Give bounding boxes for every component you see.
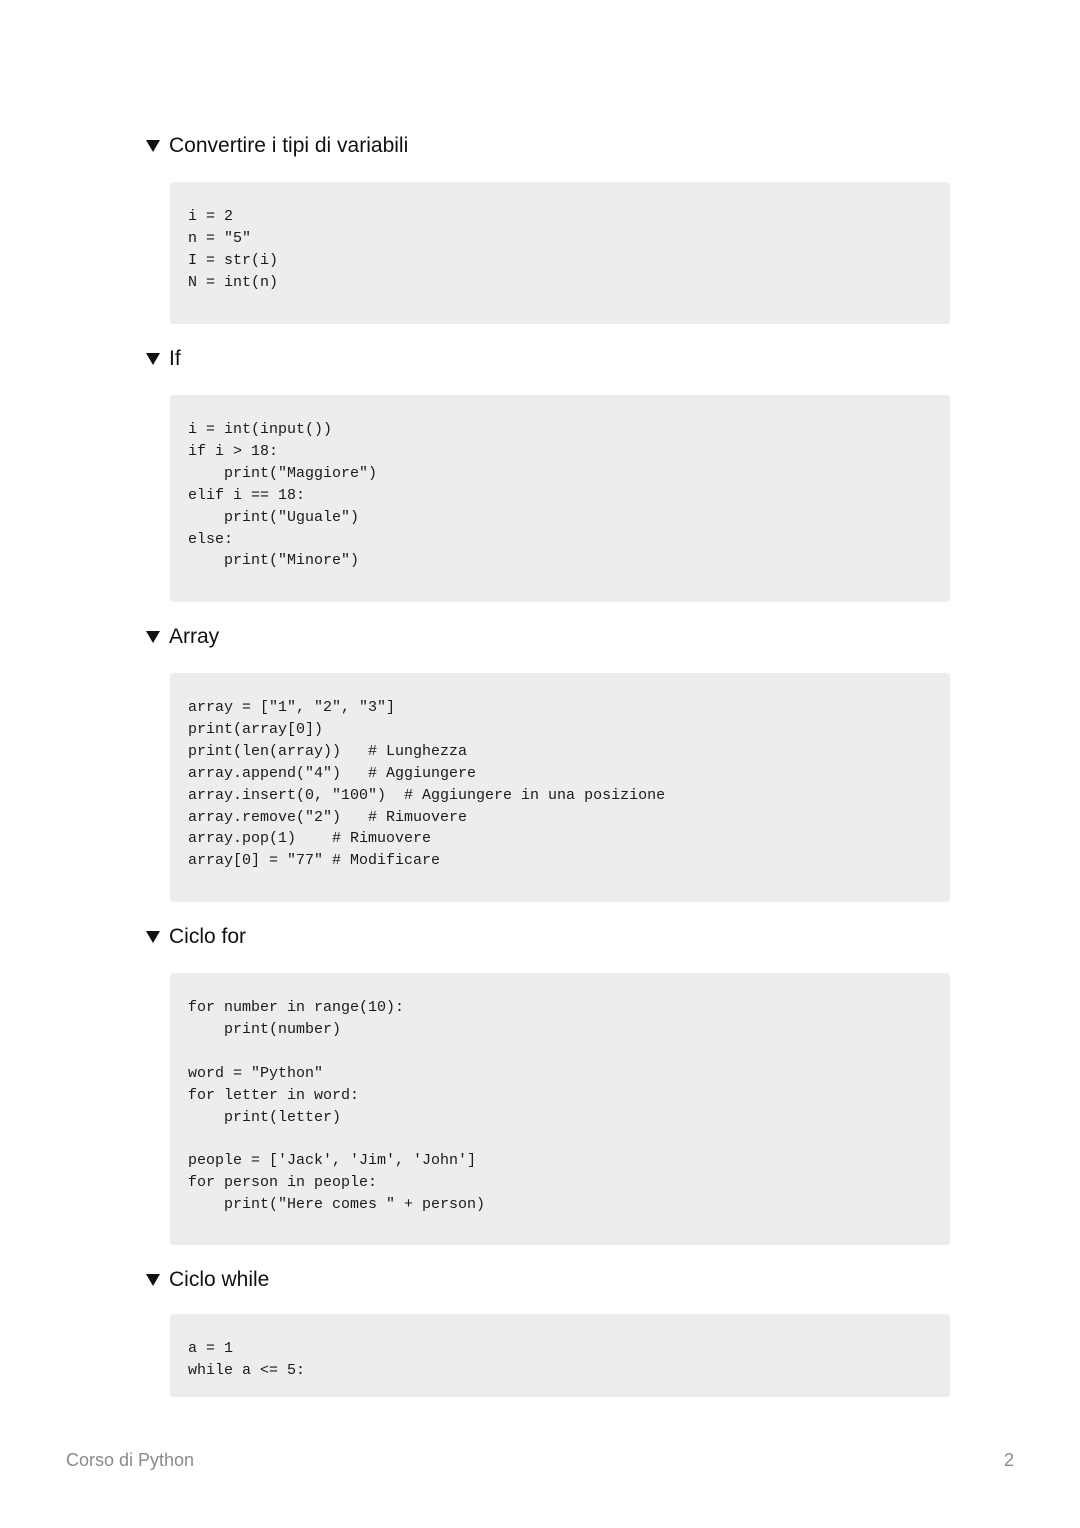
- triangle-down-icon[interactable]: [146, 353, 160, 365]
- toggle-section-convert-types: [146, 132, 950, 291]
- triangle-down-icon[interactable]: [146, 931, 160, 943]
- toggle-section-array: [146, 623, 950, 870]
- toggle-section-while-loop: [146, 1266, 950, 1379]
- triangle-down-icon[interactable]: [146, 140, 160, 152]
- toggle-section-if: [146, 345, 950, 570]
- section-title: Convertire i tipi di variabili: [169, 134, 409, 157]
- code-text: i = 2 n = "5" I = str(i) N = int(n): [188, 208, 279, 291]
- toggle-header[interactable]: [146, 1266, 950, 1294]
- code-block: [170, 973, 950, 1245]
- code-block: [170, 182, 950, 324]
- footer-document-title: Corso di Python: [66, 1450, 195, 1470]
- code-block: [170, 395, 950, 602]
- toggle-header[interactable]: [146, 345, 950, 373]
- toggle-header[interactable]: [146, 623, 950, 651]
- toggle-header[interactable]: [146, 923, 950, 951]
- section-title: Ciclo for: [169, 925, 247, 948]
- toggle-header[interactable]: [146, 132, 950, 160]
- code-text: i = int(input()) if i > 18: print("Maggiore") elif i == 18: print("Uguale") else: print("Minore"): [188, 421, 378, 570]
- section-title: Array: [169, 625, 220, 648]
- triangle-down-icon[interactable]: [146, 1274, 160, 1286]
- code-text: for number in range(10): print(number) word = "Python" for letter in word: print(letter) people = ['Jack', 'Jim', 'John'] for person in people: print("Here comes " + person): [188, 999, 486, 1214]
- toggle-section-for-loop: [146, 923, 950, 1214]
- code-text: a = 1 while a <= 5:: [188, 1340, 306, 1379]
- section-title: If: [169, 347, 181, 370]
- code-block: [170, 673, 950, 902]
- code-block: [170, 1314, 950, 1397]
- triangle-down-icon[interactable]: [146, 631, 160, 643]
- section-title: Ciclo while: [169, 1268, 270, 1291]
- footer-page-number: 2: [1004, 1450, 1015, 1470]
- code-text: array = ["1", "2", "3"] print(array[0]) print(len(array)) # Lunghezza array.append("4") # Aggiungere array.insert(0, "100") # Aggiungere in una posizione array.remove("2") # Rimuovere array.pop(1) # Rimuovere array[0] = "77" # Modificare: [188, 699, 666, 870]
